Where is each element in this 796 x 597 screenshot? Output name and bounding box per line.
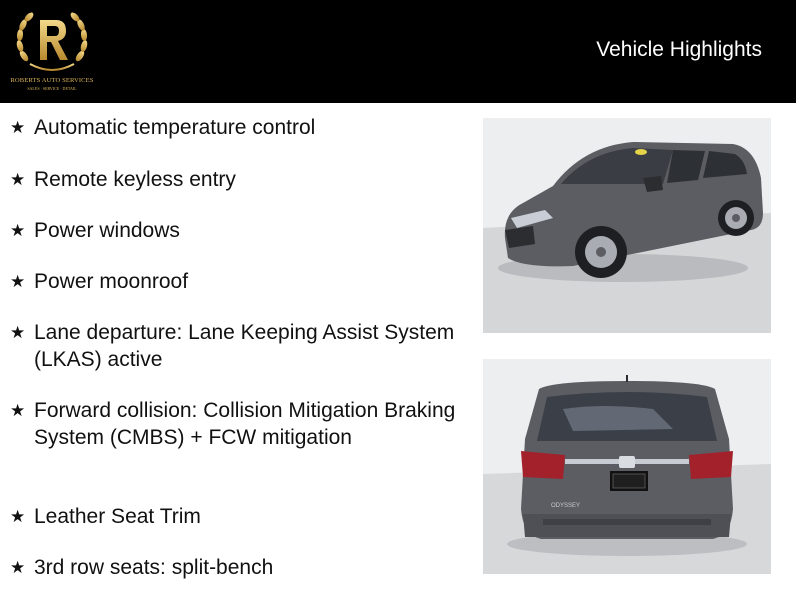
star-icon: ★ <box>10 170 26 189</box>
feature-text: Leather Seat Trim <box>34 505 201 528</box>
feature-text: Lane departure: Lane Keeping Assist System (LKAS) active <box>34 321 455 371</box>
list-item <box>10 268 460 295</box>
logo-text: ROBERTS AUTO SERVICES <box>10 77 94 84</box>
star-icon: ★ <box>10 401 26 420</box>
list-item <box>10 503 460 530</box>
list-item <box>10 114 460 141</box>
feature-text: Remote keyless entry <box>34 168 236 191</box>
header-bar <box>0 0 796 103</box>
star-icon: ★ <box>10 558 26 577</box>
logo-tagline: SALES · SERVICE · DETAIL <box>27 86 77 91</box>
model-badge: ODYSSEY <box>551 503 581 509</box>
laurel-r-emblem-icon <box>8 6 96 78</box>
list-item <box>10 397 460 451</box>
page-title: Vehicle Highlights <box>596 38 762 61</box>
star-icon: ★ <box>10 272 26 291</box>
dealer-logo <box>8 6 96 96</box>
star-icon: ★ <box>10 323 26 342</box>
list-item <box>10 554 460 581</box>
star-icon: ★ <box>10 118 26 137</box>
star-icon: ★ <box>10 507 26 526</box>
feature-text: 3rd row seats: split-bench <box>34 556 274 579</box>
list-item <box>10 217 460 244</box>
list-item <box>10 166 460 193</box>
feature-text: Power windows <box>34 219 180 242</box>
vehicle-photo-front <box>483 118 771 333</box>
feature-text: Automatic temperature control <box>34 116 316 139</box>
star-icon: ★ <box>10 221 26 240</box>
feature-text: Power moonroof <box>34 270 189 293</box>
vehicle-photo-rear <box>483 359 771 574</box>
list-item <box>10 319 460 373</box>
feature-text: Forward collision: Collision Mitigation Braking System (CMBS) + FCW mitigation <box>34 399 456 449</box>
